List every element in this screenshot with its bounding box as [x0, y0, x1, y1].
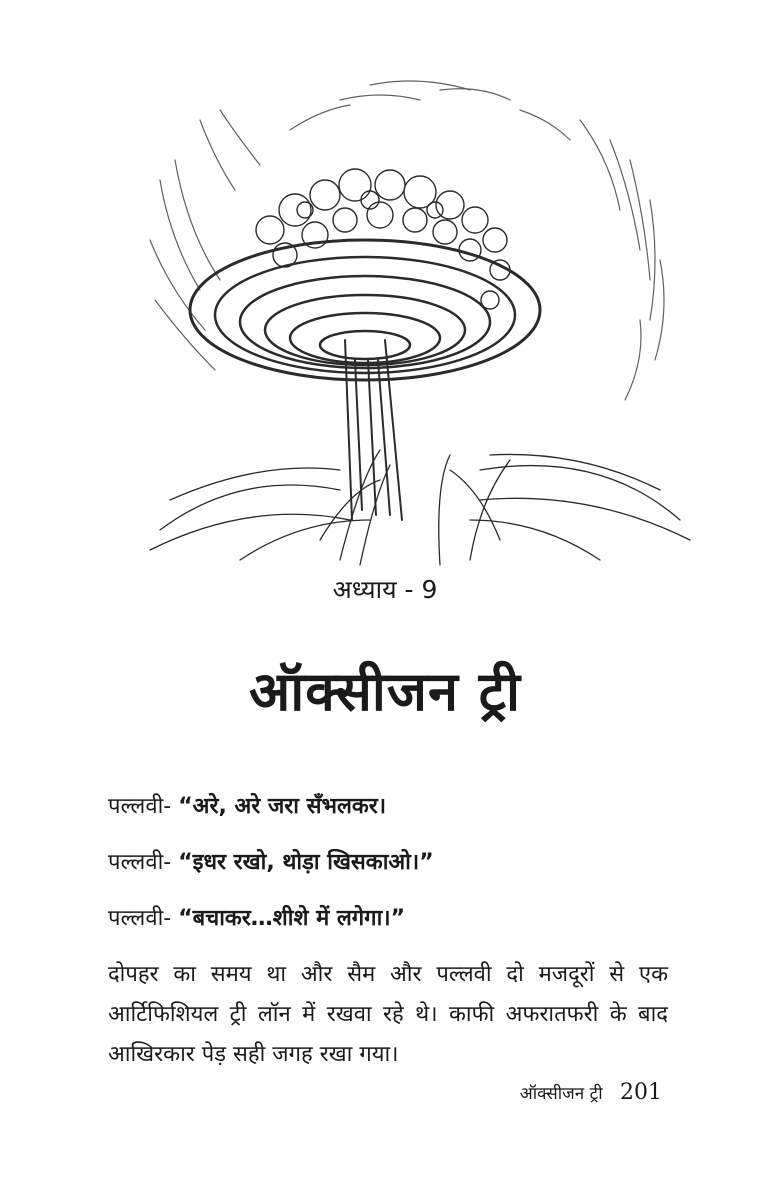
chapter-title: ऑक्सीजन ट्री — [249, 660, 521, 723]
dialogue-text: “बचाकर…शीशे में लगेगा।” — [178, 906, 406, 931]
dialogue-line — [108, 846, 678, 876]
narrative-paragraph: दोपहर का समय था और सैम और पल्लवी दो मजदूरों से एक आर्टिफिशियल ट्री लॉन में रखवा रहे थे। काफी अफरातफरी के बाद आखिरकार पेड़ सही जगह रखा गया। — [108, 962, 668, 1067]
page-footer — [520, 1080, 662, 1105]
chapter-label: अध्याय - 9 — [332, 575, 438, 604]
running-title: ऑक्सीजन ट्री — [519, 1084, 603, 1104]
dialogue-speaker: पल्लवी- — [108, 906, 172, 931]
page-number: 201 — [620, 1080, 662, 1105]
oxygen-tree-illustration — [140, 60, 700, 580]
tree-canopy-rings — [190, 240, 540, 380]
dialogue-text: “इधर रखो, थोड़ा खिसकाओ।” — [178, 850, 434, 875]
dialogue-speaker: पल्लवी- — [108, 850, 172, 875]
dialogue-speaker: पल्लवी- — [108, 794, 172, 819]
dialogue-line — [108, 902, 678, 932]
dialogue-line — [108, 790, 678, 820]
dialogue-text: “अरे, अरे जरा सँभलकर। — [178, 794, 387, 819]
grass-strokes — [150, 450, 690, 565]
